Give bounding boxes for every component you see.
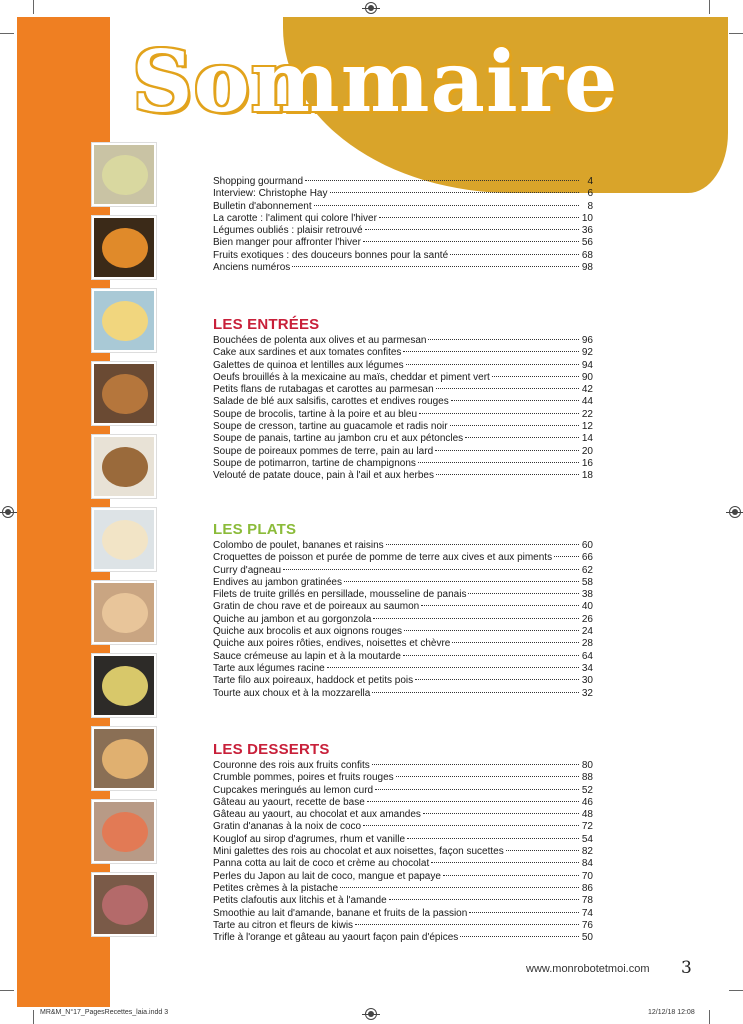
toc-entry-title: Sauce crémeuse au lapin et à la moutarde: [213, 650, 401, 662]
toc-entry-page: 84: [581, 858, 593, 870]
intro-list: [213, 176, 593, 274]
toc-entry-title: Interview: Christophe Hay: [213, 188, 328, 200]
file-slug: MR&M_N°17_PagesRecettes_laia.indd 3: [40, 1009, 169, 1016]
registration-mark-icon: [365, 1008, 377, 1020]
dot-leader: [372, 692, 579, 693]
toc-entry-title: Colombo de poulet, bananes et raisins: [213, 540, 384, 551]
dot-leader: [554, 556, 579, 557]
toc-entry: [213, 237, 593, 249]
toc-entry-page: 6: [587, 188, 593, 200]
crop-mark: [0, 990, 14, 991]
toc-entry: [213, 688, 593, 700]
toc-entry-title: Gâteau au yaourt, recette de base: [213, 796, 365, 808]
toc-entry-title: Petits flans de rutabagas et carottes au parmesan: [213, 384, 434, 396]
desserts-list: [213, 760, 593, 944]
dot-leader: [283, 569, 579, 570]
toc-entry: [213, 932, 593, 944]
dot-leader: [330, 192, 580, 193]
toc-entry: [213, 871, 593, 883]
toc-entry-title: Cupcakes meringués au lemon curd: [213, 784, 374, 796]
toc-entry: [213, 409, 593, 421]
dot-leader: [396, 776, 579, 777]
crop-mark: [709, 1010, 710, 1024]
toc-entry-title: Trifle à l'orange et gâteau au yaourt façon pain d'épices: [213, 932, 459, 944]
toc-entry-title: Kouglof au sirop d'agrumes, rhum et vanille: [213, 833, 406, 845]
dot-leader: [436, 474, 579, 475]
toc-entry-page: 36: [581, 225, 593, 237]
salad-plates-photo: [92, 289, 156, 352]
toc-entry-title: Velouté de patate douce, pain à l'ail et aux herbes: [213, 470, 434, 482]
toc-entry: [213, 589, 593, 601]
toc-entry: [213, 262, 593, 274]
toc-entry-page: 82: [581, 846, 593, 858]
dot-leader: [403, 351, 579, 352]
entrees-list: [213, 335, 593, 483]
dot-leader: [375, 789, 579, 790]
section-heading-entrees: LES ENTRÉES: [213, 316, 320, 333]
toc-entry-page: 26: [581, 613, 593, 625]
food-shape: [102, 593, 148, 633]
dot-leader: [419, 413, 579, 414]
toc-entry: [213, 225, 593, 237]
toc-entry-page: 56: [581, 237, 593, 249]
mixed-salad-photo: [92, 435, 156, 498]
toc-entry-title: Quiche aux brocolis et aux oignons rouges: [213, 626, 403, 638]
dot-leader: [389, 899, 579, 900]
toc-entry-title: Soupe de cresson, tartine au guacamole et radis noir: [213, 421, 448, 433]
dot-leader: [305, 180, 579, 181]
toc-entry-page: 4: [587, 176, 593, 187]
dot-leader: [443, 875, 579, 876]
dot-leader: [406, 364, 579, 365]
dot-leader: [465, 437, 579, 438]
page-number: 3: [681, 958, 692, 978]
dot-leader: [292, 266, 579, 267]
crop-mark: [33, 0, 34, 14]
dot-leader: [431, 862, 579, 863]
dot-leader: [363, 241, 579, 242]
crop-mark: [729, 33, 743, 34]
toc-entry: [213, 433, 593, 445]
toc-entry-title: La carotte : l'aliment qui colore l'hiver: [213, 212, 377, 224]
toc-entry-page: 76: [581, 919, 593, 931]
toc-entry-page: 98: [581, 262, 593, 274]
toc-entry-title: Oeufs brouillés à la mexicaine au maïs, cheddar et piment vert: [213, 371, 490, 383]
website-url: www.monrobotetmoi.com: [526, 963, 650, 975]
toc-entry: [213, 372, 593, 384]
toc-entry-page: 22: [581, 408, 593, 420]
dot-leader: [403, 655, 579, 656]
dot-leader: [469, 912, 579, 913]
dot-leader: [451, 400, 579, 401]
toc-entry: [213, 540, 593, 552]
toc-entry-title: Galettes de quinoa et lentilles aux légumes: [213, 359, 404, 371]
toc-entry: [213, 920, 593, 932]
dot-leader: [450, 425, 579, 426]
thumbnail-column: [92, 143, 157, 946]
toc-entry-page: 16: [581, 457, 593, 469]
toc-entry-page: 80: [581, 760, 593, 771]
dot-leader: [340, 887, 579, 888]
toc-entry-title: Bouchées de polenta aux olives et au parmesan: [213, 335, 427, 346]
toc-entry: [213, 176, 593, 188]
toc-entry-title: Curry d'agneau: [213, 564, 282, 576]
toc-entry-page: 24: [581, 626, 593, 638]
meringue-cupcakes-photo: [92, 508, 156, 571]
toc-entry-page: 10: [581, 212, 593, 224]
toc-entry-page: 64: [581, 650, 593, 662]
toc-entry-page: 48: [581, 809, 593, 821]
toc-entry: [213, 626, 593, 638]
toc-entry-page: 94: [581, 359, 593, 371]
page-title: Sommaire: [132, 32, 619, 131]
toc-entry-title: Perles du Japon au lait de coco, mangue et papaye: [213, 870, 441, 882]
date-slug: 12/12/18 12:08: [648, 1009, 695, 1016]
food-shape: [102, 228, 148, 268]
toc-entry-page: 8: [587, 200, 593, 212]
toc-entry: [213, 908, 593, 920]
dot-leader: [506, 850, 579, 851]
dot-leader: [314, 205, 579, 206]
section-heading-desserts: LES DESSERTS: [213, 741, 330, 758]
toc-entry-page: 42: [581, 384, 593, 396]
toc-entry-title: Smoothie au lait d'amande, banane et fruits de la passion: [213, 907, 468, 919]
toc-entry-page: 46: [581, 796, 593, 808]
food-shape: [102, 447, 148, 487]
section-entrees: [213, 316, 593, 483]
toc-entry: [213, 201, 593, 213]
toc-entry-title: Soupe de potimarron, tartine de champignons: [213, 457, 416, 469]
toc-entry-page: 34: [581, 662, 593, 674]
toc-entry: [213, 772, 593, 784]
toc-entry-title: Fruits exotiques : des douceurs bonnes pour la santé: [213, 249, 449, 261]
toc-entry: [213, 663, 593, 675]
toc-entry-title: Filets de truite grillés en persillade, mousseline de panais: [213, 589, 467, 601]
toc-entry-page: 66: [581, 552, 593, 564]
crop-mark: [0, 33, 14, 34]
dot-leader: [363, 825, 579, 826]
food-shape: [102, 885, 148, 925]
toc-entry-page: 60: [581, 540, 593, 551]
toc-entry-title: Soupe de brocolis, tartine à la poire et au bleu: [213, 408, 418, 420]
food-shape: [102, 666, 148, 706]
dot-leader: [415, 679, 579, 680]
dot-leader: [436, 388, 579, 389]
food-shape: [102, 739, 148, 779]
dot-leader: [386, 544, 579, 545]
toc-entry: [213, 458, 593, 470]
dot-leader: [367, 801, 579, 802]
toc-entry-title: Panna cotta au lait de coco et crème au chocolat: [213, 858, 430, 870]
toc-entry-title: Tourte aux choux et à la mozzarella: [213, 687, 371, 699]
toc-entry: [213, 858, 593, 870]
dot-leader: [492, 376, 579, 377]
toc-entry: [213, 347, 593, 359]
toc-entry-title: Quiche aux poires rôties, endives, noisettes et chèvre: [213, 638, 451, 650]
toc-entry-title: Cake aux sardines et aux tomates confites: [213, 347, 402, 359]
toc-entry-page: 74: [581, 907, 593, 919]
toc-entry-title: Légumes oubliés : plaisir retrouvé: [213, 225, 363, 237]
toc-entry: [213, 396, 593, 408]
dot-leader: [452, 642, 579, 643]
dot-leader: [344, 581, 579, 582]
toc-entry-title: Tarte aux légumes racine: [213, 662, 325, 674]
dot-leader: [365, 229, 579, 230]
crop-mark: [709, 0, 710, 14]
dot-leader: [423, 813, 579, 814]
salmon-fillet-photo: [92, 800, 156, 863]
registration-mark-icon: [365, 2, 377, 14]
toc-entry-page: 18: [581, 470, 593, 482]
toc-entry: [213, 213, 593, 225]
toc-entry-title: Soupe de panais, tartine au jambon cru et aux pétoncles: [213, 433, 464, 445]
toc-entry: [213, 651, 593, 663]
bundt-cake-photo: [92, 362, 156, 425]
toc-entry: [213, 821, 593, 833]
toc-entry-title: Crumble pommes, poires et fruits rouges: [213, 772, 394, 784]
toc-entry-title: Tarte filo aux poireaux, haddock et petits pois: [213, 675, 414, 687]
toc-entry-title: Croquettes de poisson et purée de pomme de terre aux cives et aux piments: [213, 552, 553, 564]
toc-entry-title: Shopping gourmand: [213, 176, 304, 187]
toc-entry-title: Anciens numéros: [213, 262, 291, 274]
toc-entry: [213, 895, 593, 907]
soup-bowl-photo: [92, 143, 156, 206]
flans-ramekins-photo: [92, 727, 156, 790]
toc-entry: [213, 446, 593, 458]
toc-entry: [213, 552, 593, 564]
toc-entry-page: 70: [581, 870, 593, 882]
toc-entry-title: Gâteau au yaourt, au chocolat et aux amandes: [213, 809, 421, 821]
toc-entry: [213, 809, 593, 821]
dot-leader: [355, 924, 579, 925]
food-shape: [102, 374, 148, 414]
toc-entry-page: 86: [581, 882, 593, 894]
toc-entry: [213, 883, 593, 895]
toc-entry-page: 12: [581, 421, 593, 433]
toc-entry: [213, 785, 593, 797]
section-heading-plats: LES PLATS: [213, 521, 297, 538]
dot-leader: [418, 462, 579, 463]
toc-entry: [213, 565, 593, 577]
roasted-carrots-photo: [92, 216, 156, 279]
toc-entry-page: 50: [581, 932, 593, 944]
dot-leader: [379, 217, 579, 218]
toc-entry: [213, 675, 593, 687]
toc-entry: [213, 577, 593, 589]
dot-leader: [372, 764, 579, 765]
toc-entry-title: Gratin de chou rave et de poireaux au saumon: [213, 601, 420, 613]
toc-entry-page: 28: [581, 638, 593, 650]
toc-entry-page: 52: [581, 784, 593, 796]
toc-entry-title: Gratin d'ananas à la noix de coco: [213, 821, 362, 833]
toc-entry: [213, 797, 593, 809]
food-shape: [102, 301, 148, 341]
toc-entry-page: 30: [581, 675, 593, 687]
toc-entry-title: Bien manger pour affronter l'hiver: [213, 237, 361, 249]
toc-entry-page: 92: [581, 347, 593, 359]
toc-entry-title: Bulletin d'abonnement: [213, 200, 312, 212]
dot-leader: [460, 936, 579, 937]
toc-entry-page: 38: [581, 589, 593, 601]
dot-leader: [468, 593, 579, 594]
crop-mark: [33, 1010, 34, 1024]
food-shape: [102, 155, 148, 195]
section-desserts: [213, 741, 593, 944]
toc-entry: [213, 335, 593, 347]
dot-leader: [435, 450, 579, 451]
toc-entry-page: 54: [581, 833, 593, 845]
food-shape: [102, 812, 148, 852]
toc-entry-page: 20: [581, 445, 593, 457]
toc-entry-page: 72: [581, 821, 593, 833]
toc-entry-title: Petites crèmes à la pistache: [213, 882, 339, 894]
toc-entry-title: Mini galettes des rois au chocolat et aux noisettes, façon sucettes: [213, 846, 504, 858]
toc-entry-page: 32: [581, 687, 593, 699]
toc-entry-page: 96: [581, 335, 593, 346]
toc-entry-title: Petits clafoutis aux litchis et à l'amande: [213, 895, 387, 907]
toc-entry-title: Couronne des rois aux fruits confits: [213, 760, 370, 771]
quiche-pan-photo: [92, 654, 156, 717]
toc-entry: [213, 760, 593, 772]
dot-leader: [373, 618, 579, 619]
dot-leader: [407, 838, 579, 839]
toc-entry: [213, 188, 593, 200]
toc-entry-page: 40: [581, 601, 593, 613]
toc-entry: [213, 601, 593, 613]
toc-entry: [213, 846, 593, 858]
toc-entry: [213, 384, 593, 396]
toc-entry-page: 90: [581, 371, 593, 383]
toc-entry-title: Tarte au citron et fleurs de kiwis: [213, 919, 354, 931]
dot-leader: [404, 630, 579, 631]
food-shape: [102, 520, 148, 560]
toc-entry: [213, 834, 593, 846]
dot-leader: [450, 254, 579, 255]
baked-fish-photo: [92, 581, 156, 644]
toc-entry-page: 68: [581, 249, 593, 261]
toc-entry: [213, 250, 593, 262]
toc-entry-page: 62: [581, 564, 593, 576]
berry-crumble-photo: [92, 873, 156, 936]
toc-entry-title: Quiche au jambon et au gorgonzola: [213, 613, 372, 625]
registration-mark-icon: [729, 506, 741, 518]
toc-entry-page: 78: [581, 895, 593, 907]
dot-leader: [327, 667, 579, 668]
toc-entry: [213, 470, 593, 482]
dot-leader: [421, 605, 579, 606]
section-plats: [213, 521, 593, 700]
registration-mark-icon: [2, 506, 14, 518]
toc-entry-title: Soupe de poireaux pommes de terre, pain au lard: [213, 445, 434, 457]
plats-list: [213, 540, 593, 700]
crop-mark: [729, 990, 743, 991]
dot-leader: [428, 339, 579, 340]
toc-entry-title: Salade de blé aux salsifis, carottes et endives rouges: [213, 396, 449, 408]
toc-entry-page: 88: [581, 772, 593, 784]
toc-entry-page: 14: [581, 433, 593, 445]
toc-entry-page: 44: [581, 396, 593, 408]
toc-entry: [213, 638, 593, 650]
toc-entry: [213, 360, 593, 372]
toc-entry: [213, 421, 593, 433]
toc-entry-title: Endives au jambon gratinées: [213, 576, 342, 588]
toc-entry-page: 58: [581, 576, 593, 588]
toc-entry: [213, 614, 593, 626]
